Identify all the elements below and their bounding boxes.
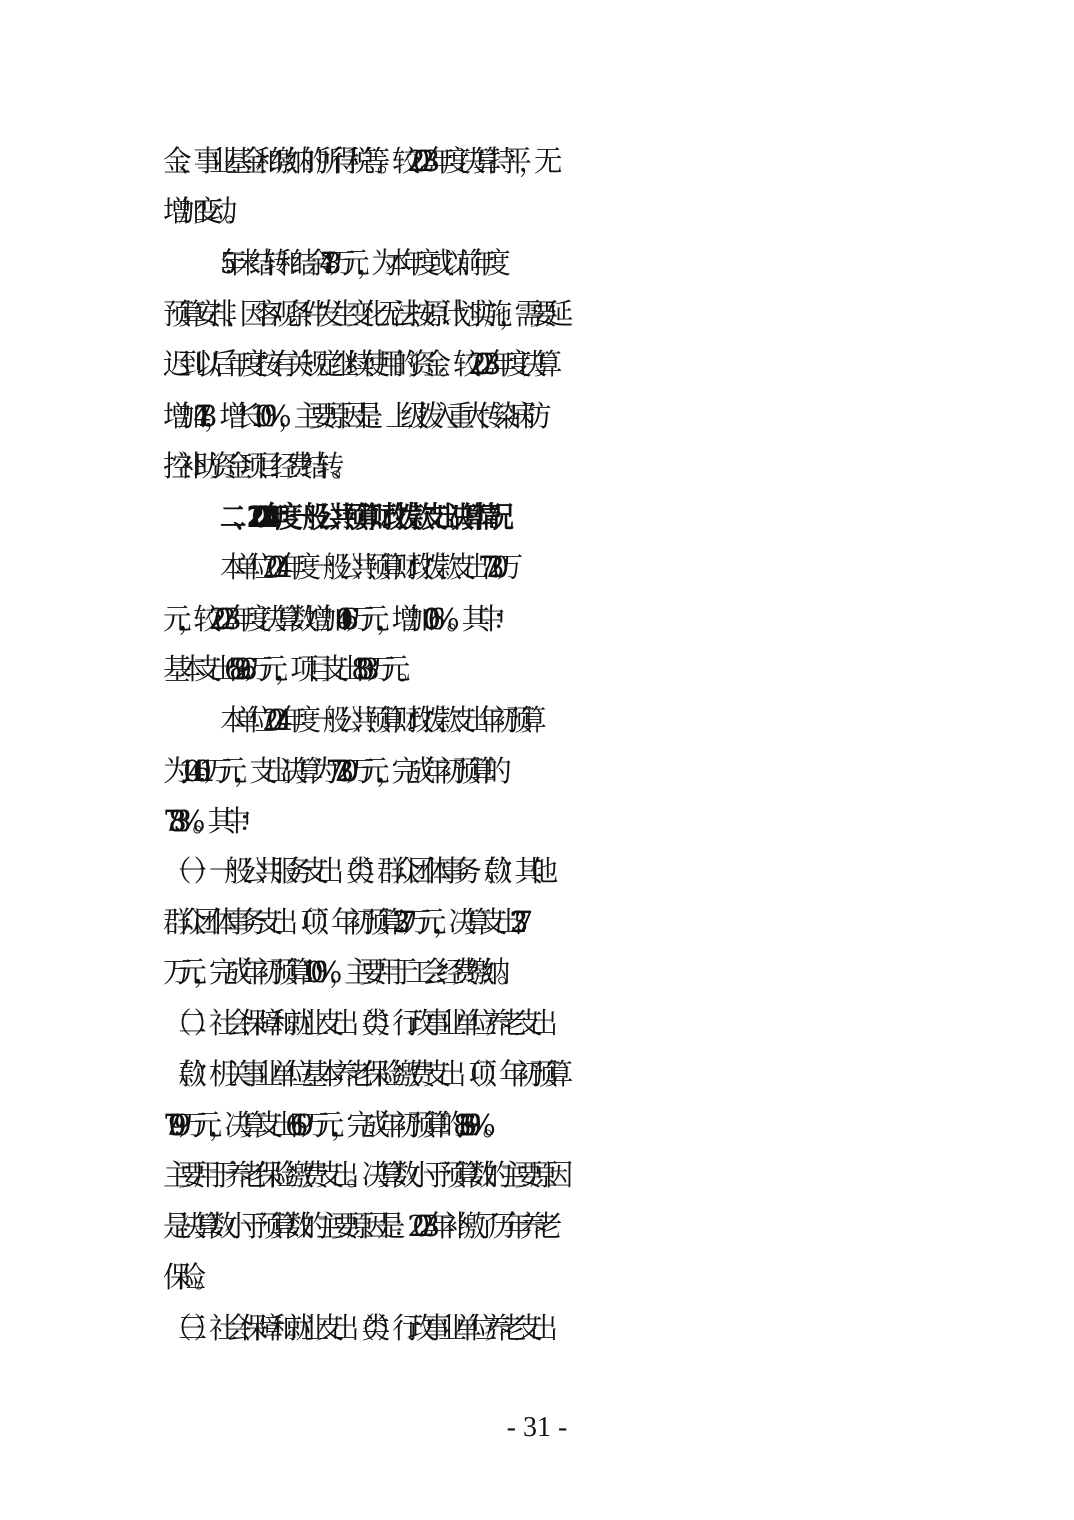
text-line: 本单位2024年度一般公共预算财政拨款支出年初预算 (220, 703, 535, 737)
text-line: 元，较2023年度决算数增加0.46万元，增加0.06%。其中： (163, 602, 508, 636)
text-line: （款）机关事业单位基本养老保险缴费支出（项）年初预算 (163, 1057, 561, 1091)
text-line: 群众团体事务支出（项）年初预算2.37万元，决算支出2.37 (163, 905, 520, 939)
text-line: （一）一般公共服务支出（类）群众团体事务（款）其他 (163, 854, 545, 888)
page-number: - 31 - (506, 1412, 568, 1443)
text-line: 为1046.01万元，支出决算为772.30万元，完成年初预算的 (163, 754, 499, 788)
text-line: 主要用于养老保险缴费支出。决算数小于预算数的主要原因 (163, 1158, 561, 1192)
text-line: 增加4.78，增长100%，主要原因是：上级拨入重大传染病防 (163, 399, 538, 433)
text-line: 保险。 (163, 1260, 209, 1294)
text-line: （二）社会保障和就业支出（类）行政事业单位养老支出 (163, 1006, 545, 1040)
text-line: 基本支出689.26万元，项目支出83.03万元。 (163, 652, 413, 686)
text-line: 迟到以后年度按有关规定继续使用的资金。较2023年度决算 (163, 347, 550, 381)
text-line: 5.年末结转和结余4.78万元，为本年度或以前年度 (220, 246, 499, 280)
text-line: 本单位2024年度一般公共预算财政拨款支出772.30万 (220, 550, 511, 584)
section-heading: 二、2024 年度一般公共预算财政拨款支出决算情况 (220, 500, 501, 534)
text-line: 控补助资金项目经费结转。 (163, 449, 347, 483)
text-line: （三）社会保障和就业支出（类）行政事业单位养老支出 (163, 1311, 545, 1345)
text-line: 预算安排、因客观条件发生变化无法按原计划实施，需要延 (163, 297, 561, 331)
text-line: 73.83%。其中： (163, 804, 254, 838)
text-line: 金、事业基金和缴纳的所得税等。较2023年度决算持平，无 (163, 144, 550, 178)
text-line: 万元，完成年初预算100%，主要用于工会经费缴纳。 (163, 955, 513, 989)
text-line: 79.09万元，决算支出66.19万元，完成年初预算的83.69%。 (163, 1108, 498, 1142)
text-line: 增加变动。 (163, 194, 240, 228)
text-line: 是决算数小于预算数的主要原因是：2023年补缴了历年养老 (163, 1209, 550, 1243)
